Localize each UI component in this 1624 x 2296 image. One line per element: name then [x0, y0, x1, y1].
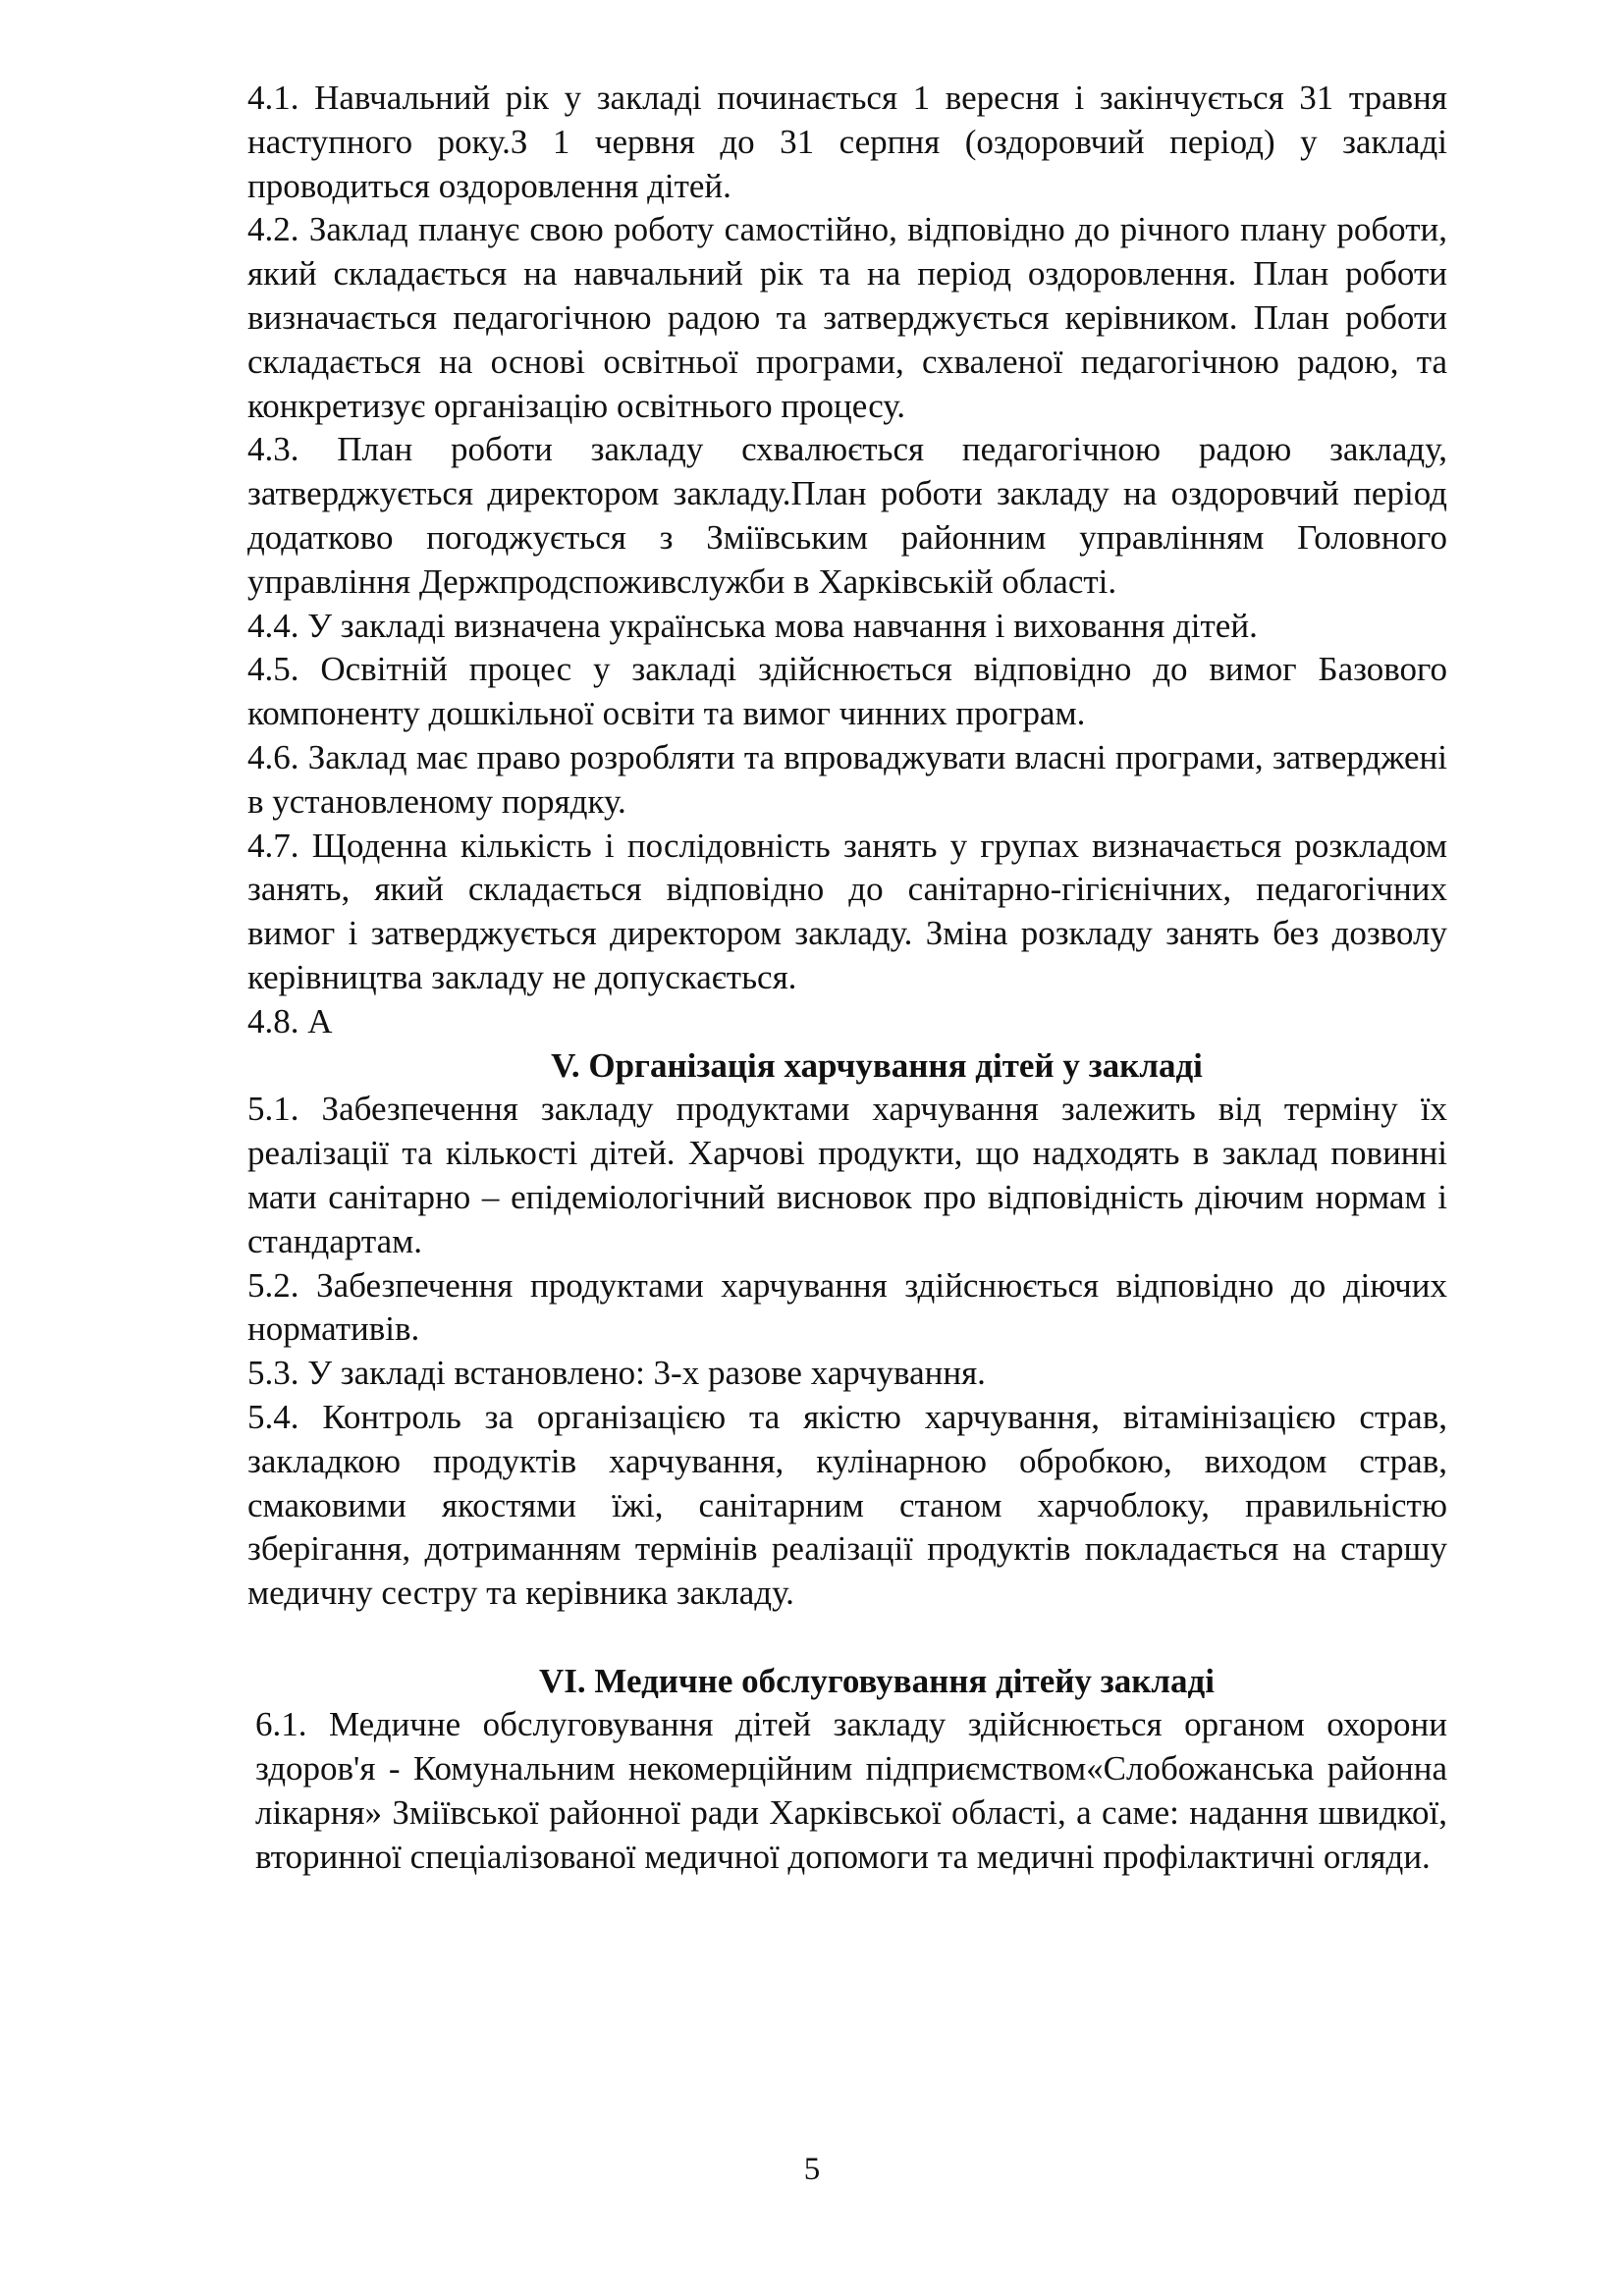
paragraph-4-3: 4.3. План роботи закладу схвалюється педагогічною радою закладу, затверджується директором закладу.План роботи закладу на оздоровчий період додатково погоджується з Зміївським районним управлінням Головного управління Держпродспоживслужби в Харківській області.: [247, 430, 1447, 601]
page-number: 5: [803, 2152, 821, 2187]
paragraph-5-3: 5.3. У закладі встановлено: 3-х разове харчування.: [247, 1354, 986, 1393]
section-6-heading: VI. Медичне обслуговування дітейу закладі: [539, 1661, 1215, 1700]
paragraph-4-8: 4.8. А: [247, 1001, 333, 1041]
paragraph-5-4: 5.4. Контроль за організацією та якістю харчування, вітамінізацією страв, закладкою продуктів харчування, кулінарною обробкою, виходом страв, смаковими якостями їжі, санітарним станом харчоблоку, правильністю зберігання, дотриманням термінів реалізації продуктів покладається на старшу медичну сестру та керівника закладу.: [247, 1397, 1447, 1613]
paragraph-5-1: 5.1. Забезпечення закладу продуктами харчування залежить від терміну їх реалізації та кількості дітей. Харчові продукти, що надходять в заклад повинні мати санітарно – епідеміологічний висновок про відповідність діючим нормам і стандартам.: [247, 1090, 1447, 1260]
blank-line: [247, 1616, 1447, 1660]
section-4: [247, 77, 1447, 1044]
paragraph-4-6: 4.6. Заклад має право розробляти та впроваджувати власні програми, затверджені в установленому порядку.: [247, 737, 1447, 821]
paragraph-4-7: 4.7. Щоденна кількість і послідовність занять у групах визначається розкладом занять, який складається відповідно до санітарно-гігієнічних, педагогічних вимог і затверджується директором закладу. Зміна розкладу занять без дозволу керівництва закладу не допускається.: [247, 826, 1447, 996]
paragraph-6-1: 6.1. Медичне обслуговування дітей закладу здійснюється органом охорони здоров'я - Комунальним некомерційним підприємством«Слобожанська районна лікарня» Зміївської районної ради Харківської області, а саме: надання швидкої, вторинної спеціалізованої медичної допомоги та медичні профілактичні огляди.: [255, 1705, 1447, 1876]
paragraph-4-5: 4.5. Освітній процес у закладі здійснюється відповідно до вимог Базового компоненту дошкільної освіти та вимог чинних програм.: [247, 650, 1447, 733]
paragraph-4-1: 4.1. Навчальний рік у закладі починається 1 вересня і закінчується 31 травня наступного року.З 1 червня до 31 серпня (оздоровчий період) у закладі проводиться оздоровлення дітей.: [247, 79, 1447, 205]
section-5-heading: V. Організація харчування дітей у закладі: [551, 1045, 1203, 1085]
paragraph-4-2: 4.2. Заклад планує свою роботу самостійно, відповідно до річного плану роботи, який складається на навчальний рік та на період оздоровлення. План роботи визначається педагогічною радою та затверджується керівником. План роботи складається на основі освітньої програми, схваленої педагогічною радою, та конкретизує організацію освітнього процесу.: [247, 210, 1447, 425]
document-page: [247, 77, 1447, 1880]
section-5: [247, 1044, 1447, 1616]
paragraph-4-4: 4.4. У закладі визначена українська мова навчання і виховання дітей.: [247, 606, 1258, 645]
section-6: [247, 1660, 1447, 1880]
paragraph-5-2: 5.2. Забезпечення продуктами харчування здійснюється відповідно до діючих нормативів.: [247, 1265, 1447, 1349]
